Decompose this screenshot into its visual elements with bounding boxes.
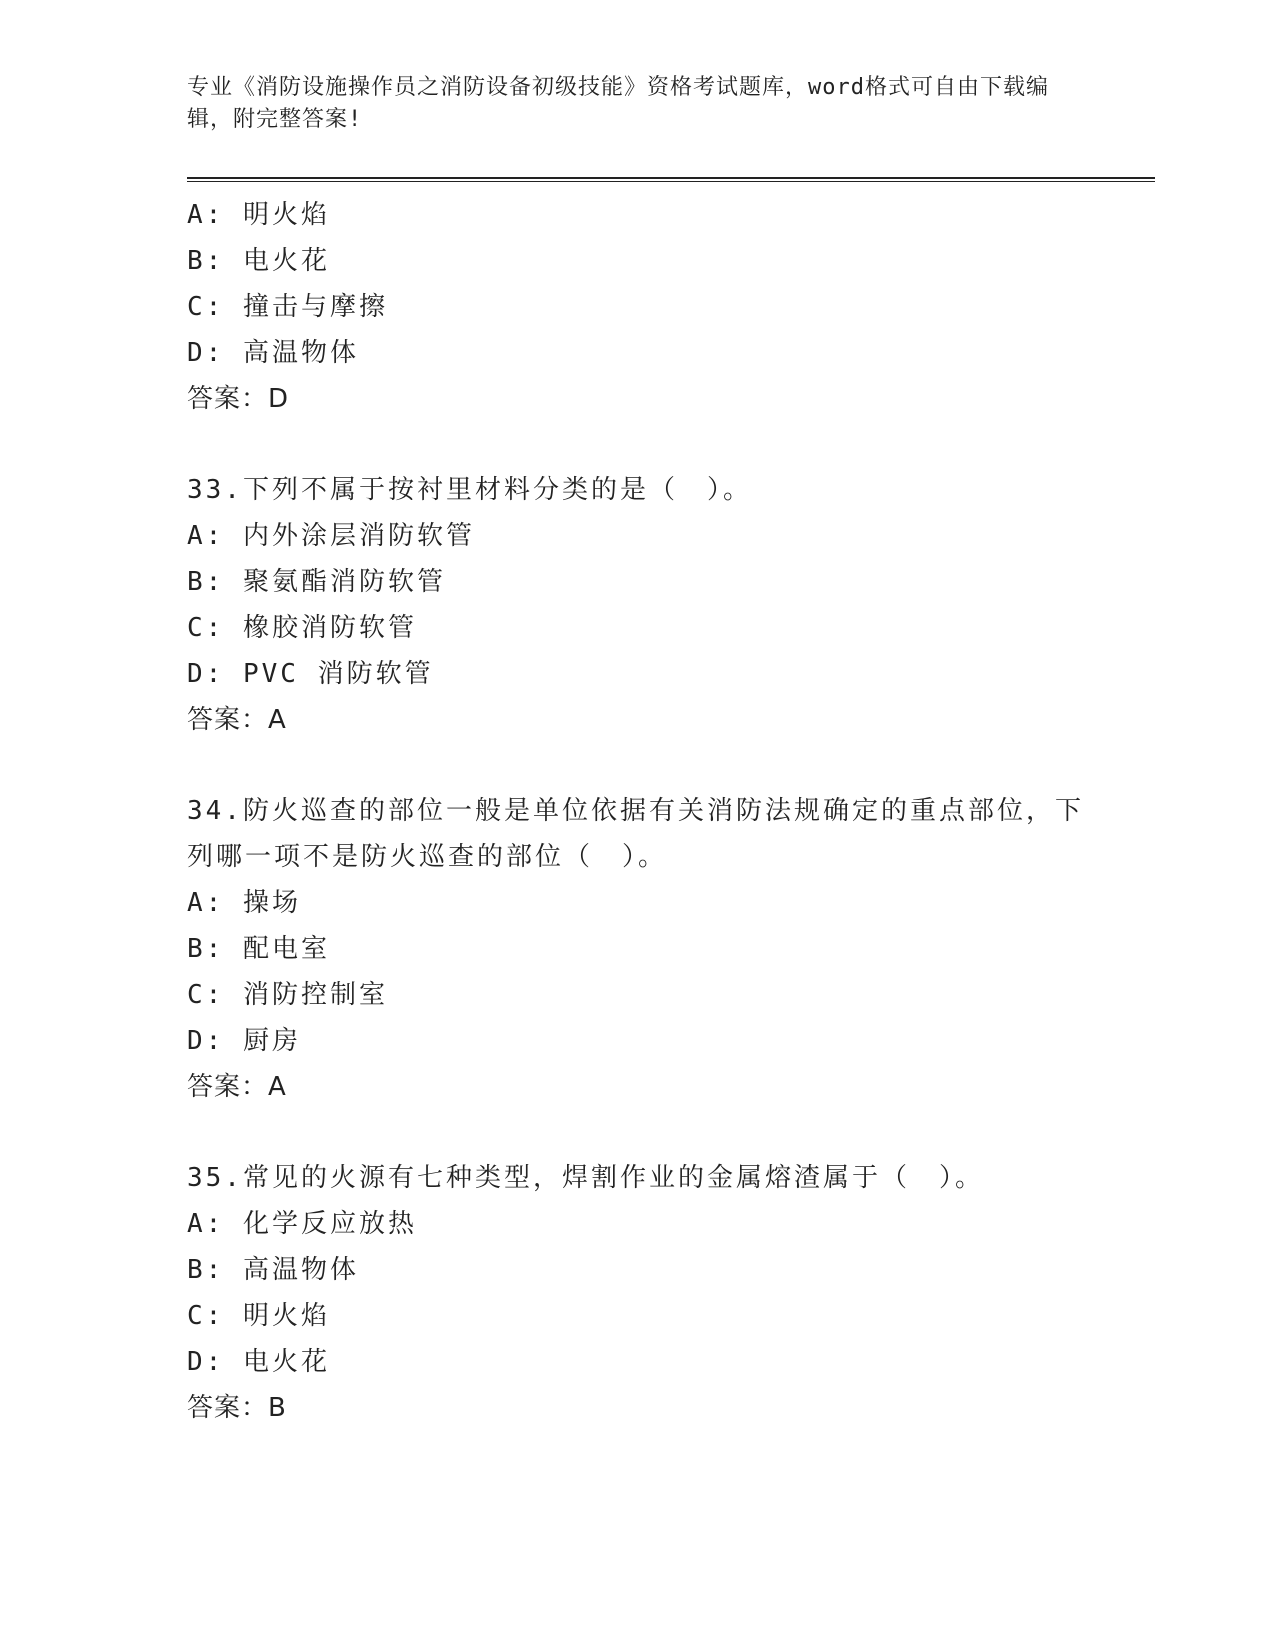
question-list <box>187 192 1087 1431</box>
question-34 <box>187 788 1087 1110</box>
option-d: D: PVC 消防软管 <box>187 659 434 689</box>
document-header: 专业《消防设施操作员之消防设备初级技能》资格考试题库，word格式可自由下载编辑，附完整答案! <box>187 75 1049 132</box>
option-d: D: 电火花 <box>187 1347 330 1377</box>
option-a: A: 操场 <box>187 888 301 918</box>
question-text-line-1: 34.防火巡查的部位一般是单位依据有关消防法规确定的重点部位，下 <box>187 796 1084 826</box>
option-a: A: 化学反应放热 <box>187 1209 417 1239</box>
question-32-continuation <box>187 192 1087 422</box>
question-text: 33.下列不属于按衬里材料分类的是（ ）。 <box>187 475 752 505</box>
answer-line: 答案：A <box>187 1072 287 1102</box>
option-d: D: 厨房 <box>187 1026 301 1056</box>
answer-line: 答案：D <box>187 384 290 414</box>
question-35 <box>187 1155 1087 1431</box>
header-divider <box>187 177 1155 182</box>
option-d: D: 高温物体 <box>187 338 359 368</box>
option-c: C: 消防控制室 <box>187 980 388 1010</box>
option-c: C: 明火焰 <box>187 1301 330 1331</box>
answer-line: 答案：B <box>187 1393 287 1423</box>
option-c: C: 撞击与摩擦 <box>187 292 388 322</box>
option-b: B: 高温物体 <box>187 1255 359 1285</box>
answer-line: 答案：A <box>187 705 287 735</box>
option-c: C: 橡胶消防软管 <box>187 613 417 643</box>
option-b: B: 聚氨酯消防软管 <box>187 567 446 597</box>
question-text-line-2: 列哪一项不是防火巡查的部位（ ）。 <box>187 842 668 872</box>
option-b: B: 电火花 <box>187 246 330 276</box>
option-a: A: 明火焰 <box>187 200 330 230</box>
option-a: A: 内外涂层消防软管 <box>187 521 475 551</box>
question-33 <box>187 467 1087 743</box>
question-text: 35.常见的火源有七种类型，焊割作业的金属熔渣属于（ ）。 <box>187 1163 984 1193</box>
option-b: B: 配电室 <box>187 934 330 964</box>
